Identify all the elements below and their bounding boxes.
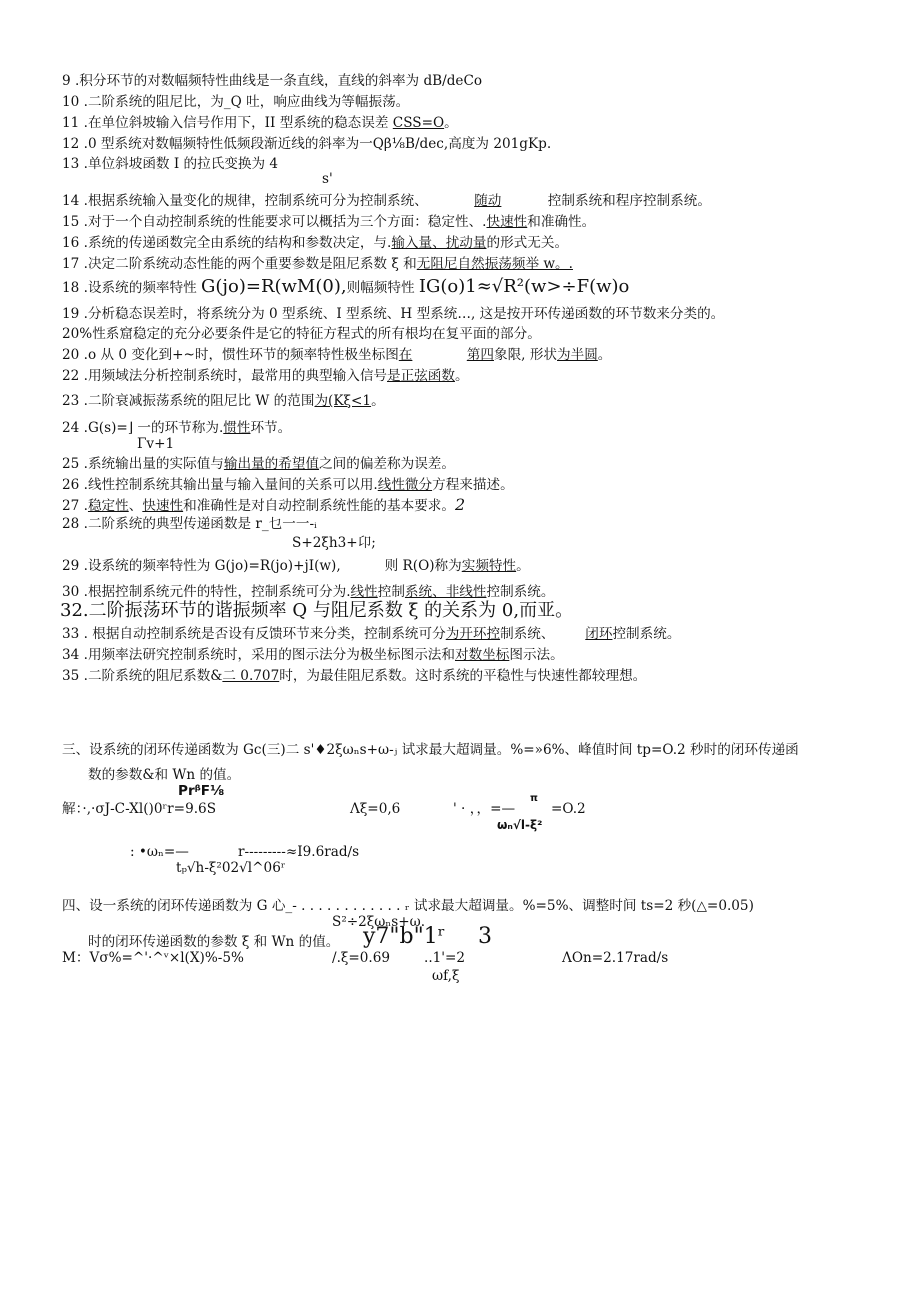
problem-3-solution-a: 解：·,·σJ-C-Xl()0ʳr=9.6S bbox=[62, 801, 217, 817]
item-25-text: 25 .系统输出量的实际值与 bbox=[62, 456, 224, 472]
problem-4-solution-b: /.ξ=0.69 bbox=[332, 950, 391, 966]
item-23-answer: 为(Kξ<1 bbox=[314, 393, 372, 409]
item-33-end: 控制系统。 bbox=[612, 626, 681, 642]
item-15-answer: 快速性 bbox=[486, 214, 528, 230]
problem-3-solution-g: : •ωₙ=— bbox=[130, 844, 189, 860]
item-27-answer-b: 快速性 bbox=[142, 498, 184, 514]
problem-3-solution-e: =O.2 bbox=[551, 801, 586, 817]
item-22-text: 22 .用频域法分析控制系统时，最常用的典型输入信号 bbox=[62, 368, 388, 384]
problem-3-solution-h: r---------≈I9.6rad∕s bbox=[238, 844, 360, 860]
item-25-end: 之间的偏差称为误差。 bbox=[319, 456, 455, 472]
problem-4-denominator: S²÷2ξωₙs+ω. bbox=[332, 914, 426, 930]
item-29-text: 29 .设系统的频率特性为 G(jo)=R(jo)+jI(w), bbox=[62, 558, 341, 574]
item-22-answer: 是正弦函数 bbox=[387, 368, 455, 384]
item-33-answer-a: 为开环控 bbox=[445, 626, 501, 642]
item-30-answer-a: 线性 bbox=[350, 584, 378, 600]
item-33-answer-b: 闭环 bbox=[585, 626, 613, 642]
problem-3-fraction-top: PrᵝF⅛ bbox=[178, 783, 225, 799]
item-14-answer: 随动 bbox=[474, 193, 502, 209]
item-27-mark: 2 bbox=[454, 495, 466, 514]
item-26-end: 方程来描述。 bbox=[432, 477, 514, 493]
item-29 bbox=[62, 557, 530, 575]
item-24-answer: 惯性 bbox=[223, 420, 251, 436]
item-11 bbox=[62, 114, 458, 132]
problem-4-statement-2: 时的闭环传递函数的参数 ξ 和 Wn 的值。 bbox=[88, 934, 340, 950]
item-18-text: 18 .设系统的频率特性 bbox=[62, 280, 202, 296]
item-15 bbox=[62, 213, 595, 231]
item-24-text: 24 .G(s)=⌋ 一的环节称为. bbox=[62, 420, 224, 436]
problem-3-solution-c: ' · ，，=— bbox=[453, 801, 516, 817]
item-13: 13 .单位斜坡函数 I 的拉氏变换为 4 bbox=[62, 156, 279, 172]
item-9: 9 .积分环节的对数幅频特性曲线是一条直线，直线的斜率为 dB/deCo bbox=[62, 73, 483, 89]
item-12: 12 .0 型系统对数幅频特性低频段渐近线的斜率为一Qβ⅛B/dec,高度为 201gKp. bbox=[62, 136, 552, 152]
item-29-mid: 则 R(O)称为 bbox=[384, 558, 462, 574]
item-18-formula-a: G(jo)=R(wM(0), bbox=[201, 276, 347, 297]
item-19: 19 .分析稳态误差时，将系统分为 0 型系统、I 型系统、H 型系统…, 这是按开环传递函数的环节数来分类的。 bbox=[62, 306, 725, 322]
item-23 bbox=[62, 392, 385, 410]
problem-3-statement: 三、设系统的闭环传递函数为 Gc(三)二 s'♦2ξωₙs+ω-ⱼ 试求最大超调量。%=»6%、峰值时间 tp=O.2 秒时的闭环传递函 bbox=[62, 742, 799, 758]
item-27-sep: 、 bbox=[128, 498, 143, 514]
item-20-end: 。 bbox=[597, 347, 612, 363]
item-18-mid: 则幅频特性 bbox=[346, 280, 419, 296]
item-16-answer: 输入量、扰动量 bbox=[391, 235, 487, 251]
item-34-answer: 对数坐标 bbox=[454, 647, 510, 663]
item-26-text: 26 .线性控制系统其输出量与输入量间的关系可以用. bbox=[62, 477, 378, 493]
item-24-end: 环节。 bbox=[250, 420, 292, 436]
item-33 bbox=[62, 625, 680, 643]
item-25-answer: 输出量的希望值 bbox=[223, 456, 320, 472]
item-28: 28 .二阶系统的典型传递函数是 r_乜一一-ᵢ bbox=[62, 516, 317, 532]
item-29-end: 。 bbox=[516, 558, 530, 574]
problem-3-pi: π bbox=[530, 793, 538, 804]
item-17 bbox=[62, 255, 573, 273]
item-20-answer-a: 在 bbox=[398, 347, 413, 363]
item-27-text: 27 . bbox=[62, 498, 88, 514]
item-17-text: 17 .决定二阶系统动态性能的两个重要参数是阻尼系数 ξ 和 bbox=[62, 256, 417, 272]
item-34 bbox=[62, 646, 564, 664]
item-29-answer: 实频特性 bbox=[461, 558, 517, 574]
item-30-text: 30 .根据控制系统元件的特性，控制系统可分为. bbox=[62, 584, 351, 600]
item-20-note: 20%性系窟稳定的充分必要条件是它的特征方程式的所有根均在复平面的部分。 bbox=[62, 326, 541, 342]
item-28-denominator: S+2ξh3+卬; bbox=[292, 535, 376, 551]
item-34-text: 34 .用频率法研究控制系统时，采用的图示法分为极坐标图示法和 bbox=[62, 647, 455, 663]
item-26-answer: 线性微分 bbox=[377, 477, 433, 493]
item-16-end: 的形式无关。 bbox=[486, 235, 569, 251]
problem-4-mark-a: y7"b"1ʳ bbox=[363, 924, 446, 949]
item-30-answer-b: 系统、非线性 bbox=[404, 584, 487, 600]
item-23-end: 。 bbox=[371, 393, 385, 409]
item-16-text: 16 .系统的传递函数完全由系统的结构和参数决定，与. bbox=[62, 235, 392, 251]
item-24-denominator: Γv+1 bbox=[137, 436, 175, 452]
item-34-end: 图示法。 bbox=[509, 647, 564, 663]
item-13-denominator: s' bbox=[322, 171, 333, 187]
problem-4-solution-d: ΛOn=2.17rad/s bbox=[562, 950, 669, 966]
problem-4-solution-c: ..1'=2 bbox=[424, 950, 466, 966]
item-16 bbox=[62, 234, 568, 252]
item-15-text: 15 .对于一个自动控制系统的性能要求可以概括为三个方面：稳定性、. bbox=[62, 214, 487, 230]
item-22-end: 。 bbox=[454, 368, 469, 384]
item-20-answer-b: 第四 bbox=[466, 347, 494, 363]
item-18-formula-b: IG(o)1≈√R²(w>÷F(w)o bbox=[418, 276, 630, 297]
item-32: 32.二阶振荡环节的谐振频率 Q 与阻尼系数 ξ 的关系为 0,而亚。 bbox=[60, 600, 574, 621]
item-33-text: 33 . 根据自动控制系统是否设有反馈环节来分类，控制系统可分 bbox=[62, 626, 446, 642]
problem-3-statement-2: 数的参数&和 Wn 的值。 bbox=[88, 767, 241, 783]
problem-4-solution-a: M：Vσ%=^'·^ᵛ×l(X)%-5% bbox=[62, 950, 244, 966]
item-20 bbox=[62, 346, 611, 364]
item-14-text: 14 .根据系统输入量变化的规律，控制系统可分为控制系统、 bbox=[62, 193, 428, 209]
item-11-end: 。 bbox=[444, 115, 458, 131]
item-20-text: 20 .o 从 0 变化到+~时，惯性环节的频率特性极坐标图 bbox=[62, 347, 399, 363]
item-18 bbox=[62, 278, 629, 297]
item-11-text: 11 .在单位斜坡输入信号作用下，II 型系统的稳态误差 bbox=[62, 115, 393, 131]
item-30-end: 控制系统。 bbox=[486, 584, 555, 600]
item-35 bbox=[62, 667, 646, 685]
problem-4-solution-e: ωf,ξ bbox=[432, 968, 460, 984]
item-20-answer-c: 为半圆 bbox=[557, 347, 598, 363]
problem-3-solution-f: ωₙ√l-ξ² bbox=[497, 818, 543, 832]
item-27 bbox=[62, 496, 465, 515]
problem-4-statement: 四、设一系统的闭环传递函数为 G 心_- . . . . . . . . . . . . ᵣ 试求最大超调量。%=5%、调整时间 ts=2 秒(△=0.05) bbox=[62, 898, 754, 914]
item-26 bbox=[62, 476, 514, 494]
item-10: 10 .二阶系统的阻尼比，为_Q 吐，响应曲线为等幅振荡。 bbox=[62, 94, 410, 110]
item-17-answer: 无阻尼自然振荡频举 w。. bbox=[416, 256, 573, 272]
problem-3-solution-b: Λξ=0,6 bbox=[350, 801, 401, 817]
item-30-mid: 控制 bbox=[377, 584, 405, 600]
item-27-answer-a: 稳定性 bbox=[87, 498, 129, 514]
item-33-mid: 制系统、 bbox=[500, 626, 555, 642]
item-14 bbox=[62, 192, 711, 210]
item-23-text: 23 .二阶衰减振荡系统的阻尼比 W 的范围 bbox=[62, 393, 315, 409]
item-20-mid: 象限, 形状 bbox=[493, 347, 558, 363]
item-35-answer: 二 0.707 bbox=[222, 668, 280, 684]
item-25 bbox=[62, 455, 455, 473]
item-35-text: 35 .二阶系统的阻尼系数& bbox=[62, 668, 223, 684]
item-22 bbox=[62, 367, 469, 385]
item-27-end: 和准确性是对自动控制系统性能的基本要求。 bbox=[183, 498, 455, 514]
item-24 bbox=[62, 419, 291, 437]
item-35-end: 时，为最佳阻尼系数。这时系统的平稳性与快速性都较理想。 bbox=[279, 668, 647, 684]
item-30 bbox=[62, 583, 554, 601]
problem-3-solution-i: tₚ√h-ξ²02√l^06ʳ bbox=[176, 860, 286, 876]
item-15-end: 和准确性。 bbox=[527, 214, 596, 230]
problem-4-mark-b: 3 bbox=[478, 924, 492, 949]
item-11-answer: CSS=O bbox=[392, 115, 445, 131]
item-14-end: 控制系统和程序控制系统。 bbox=[547, 193, 711, 209]
